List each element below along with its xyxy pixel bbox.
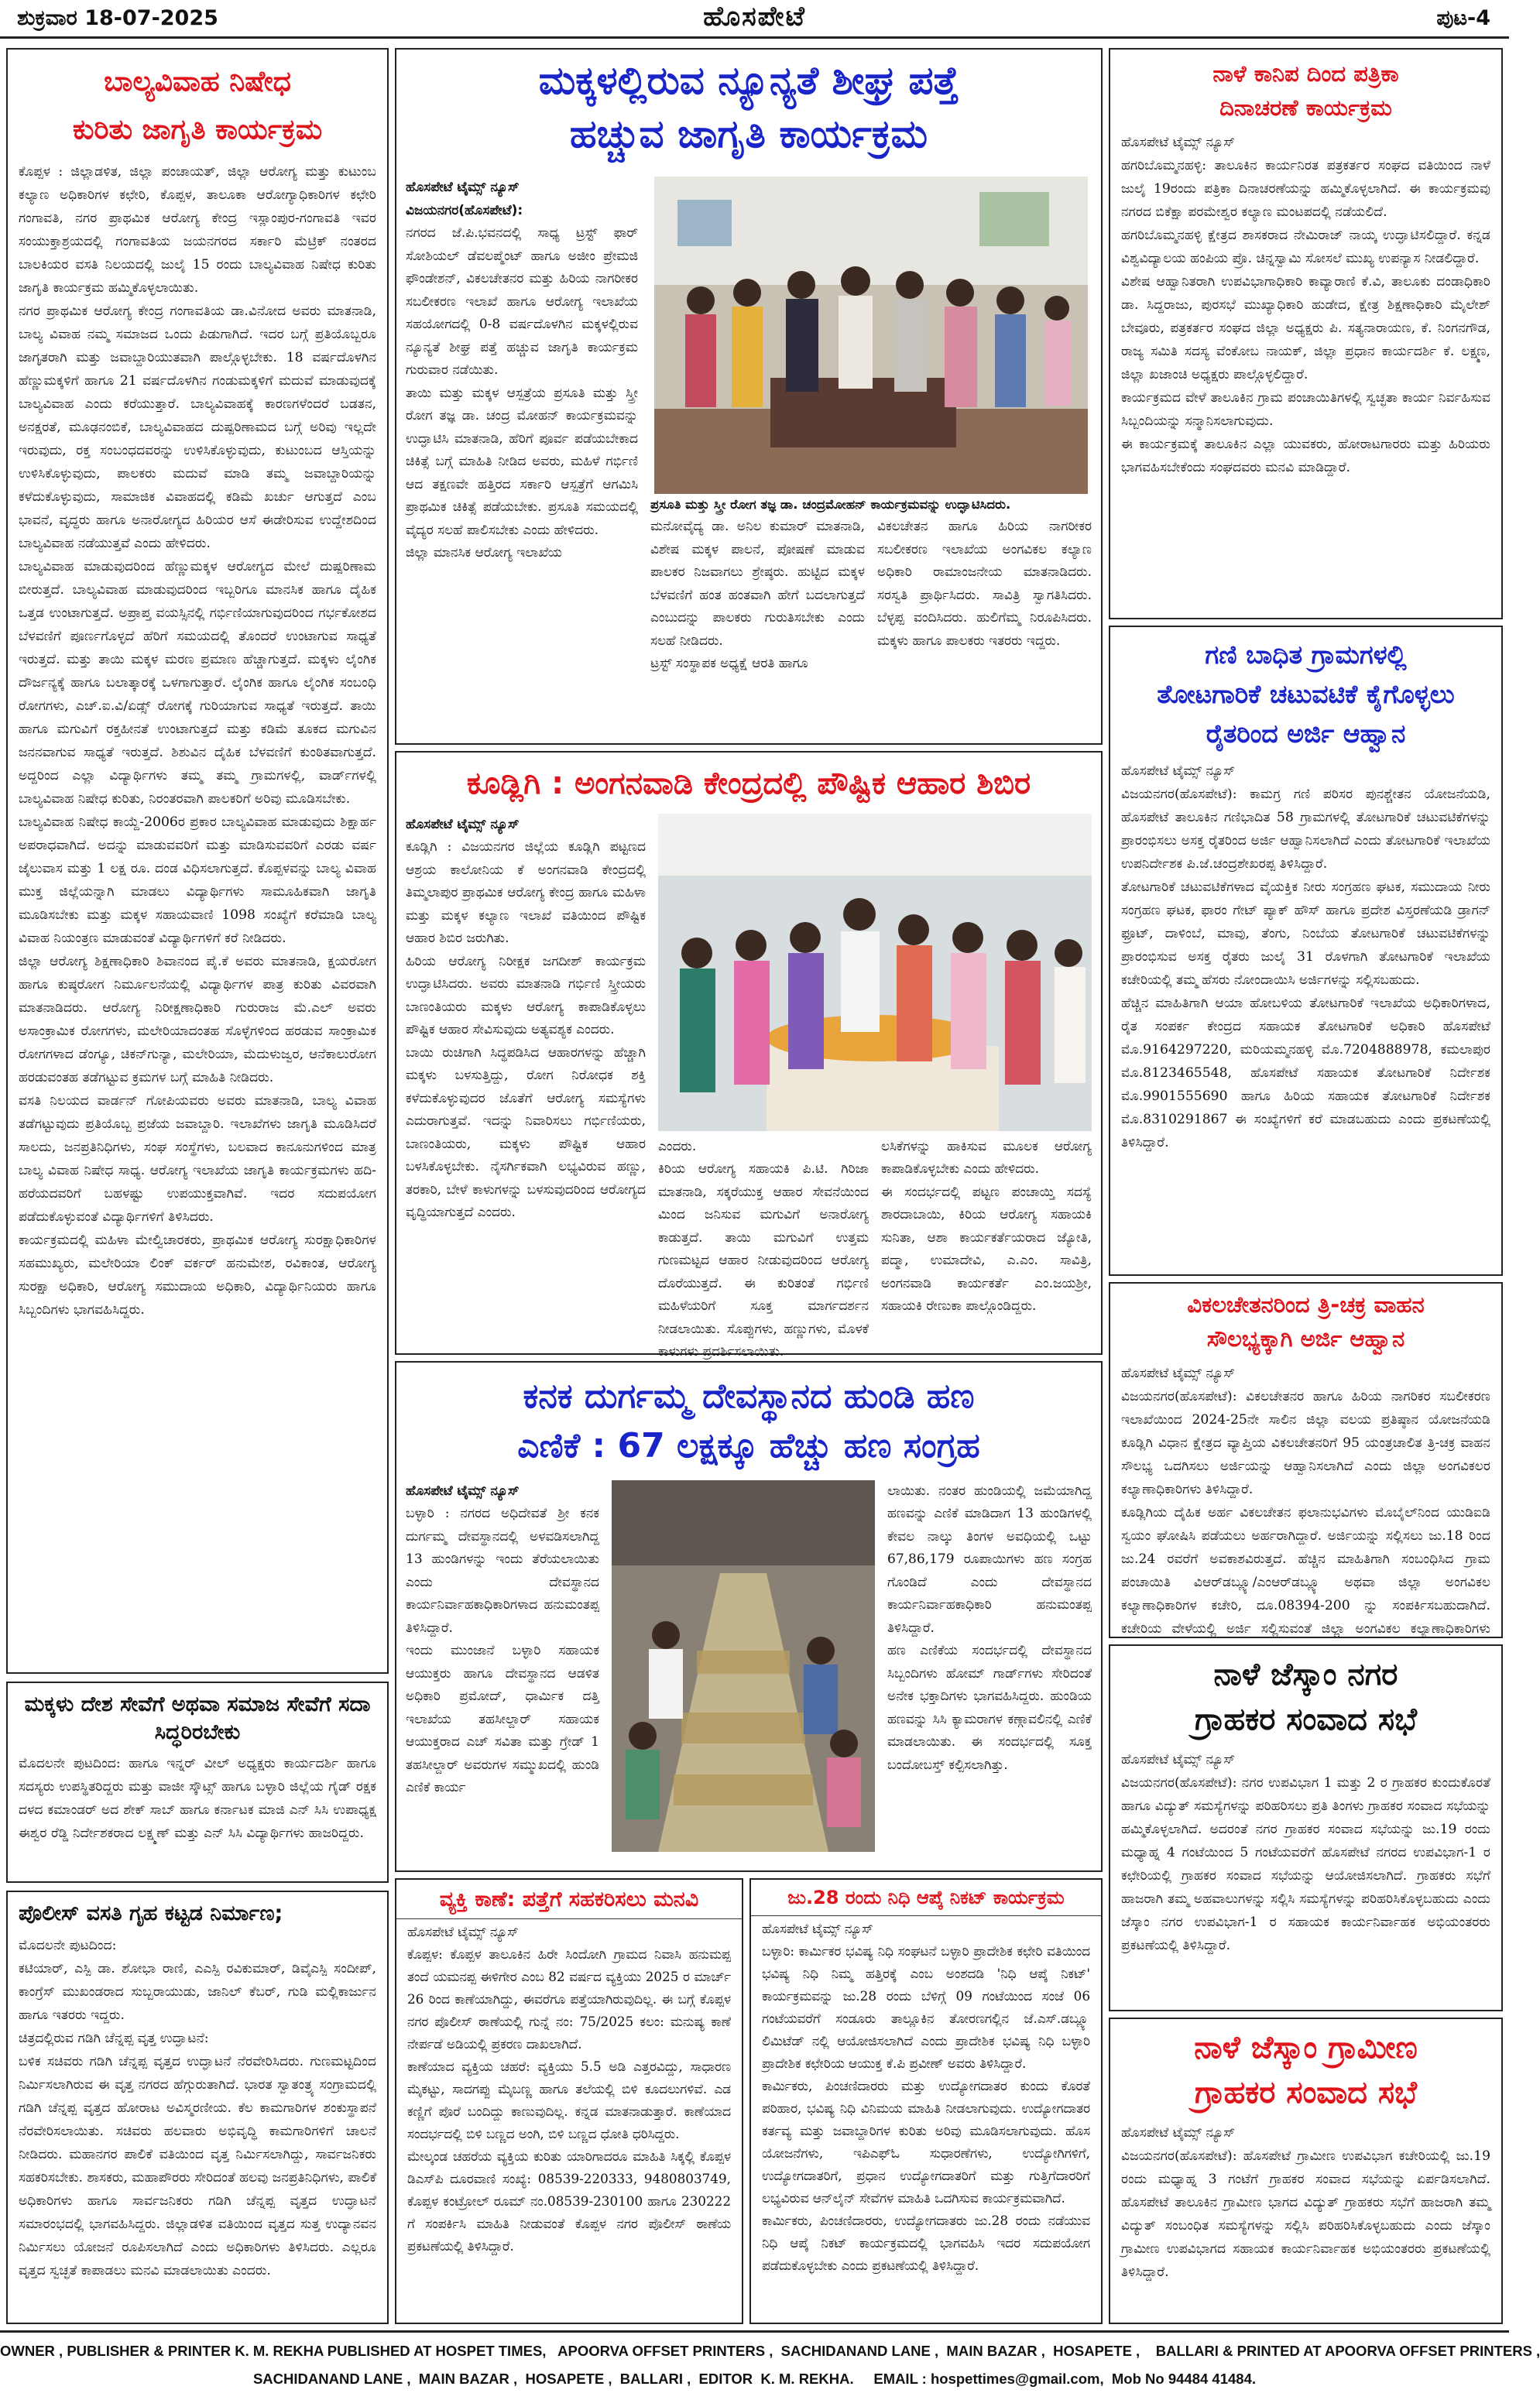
article-column-1: [406, 177, 638, 676]
article-gescom-rural: [1109, 2018, 1503, 2324]
byline: ಹೊಸಪೇಟೆ ಟೈಮ್ಸ್ ನ್ಯೂಸ್: [406, 1483, 520, 1499]
article-body: ಮೊದಲನೇ ಪುಟದಿಂದ: ಹಾಗೂ ಇನ್ನರ್ ವೀಲ್ ಅಧ್ಯಕ್ಷರು ಕಾರ್ಯದರ್ಶಿ ಹಾಗೂ ಸದಸ್ಯರು ಉಪಸ್ಥಿತರಿದ್ದರು ಮತ್ತು ವಾಜೀ ಸ್ಕೌಟ್ಸ್ ಹಾಗೂ ಬಳ್ಳಾರಿ ಜಿಲ್ಲೆಯ ಗೈಡ್ ರಕ್ಷಕ ದಳದ ಕಮಾಂಡರ್ ಅದ ಶೇಕ್ ಸಾಬ್ ಹಾಗೂ ಕರ್ನಾಟಕ ಮಾಜಿ ಎನ್ ಸಿಸಿ ಉಪಾಧ್ಯಕ್ಷ ಈಶ್ವರ ರೆಡ್ಡಿ ನಿರ್ದೇಶಕರಾದ ಲಕ್ಷ್ಮಣ್ ಮತ್ತು ಎನ್ ಸಿಸಿ ವಿದ್ಯಾರ್ಥಿಗಳು ಹಾಜರಿದ್ದರು.: [19, 1756, 381, 1842]
headline-line-3: ರೈತರಿಂದ ಅರ್ಜಿ ಆಹ್ವಾನ: [1206, 718, 1406, 749]
article-body: ಮೊದಲನೇ ಪುಟದಿಂದ: ಕಟಿಯಾರ್, ಎಸ್ಪಿ ಡಾ. ಶೋಭಾ ರಾಣಿ, ಎಎಸ್ಪಿ ರವಿಕುಮಾರ್, ಡಿವೈಎಸ್ಪಿ ಸಂದೀಪ್, ಕಾಂಗ್ರೆಸ್ ಮುಖಂಡರಾದ ಸುಬ್ಬರಾಯುಡು, ಜಾನಿಲ್ ಕೆಬರ್, ಗುಡಿ ಮಲ್ಲಿಕಾರ್ಜುನ ಹಾಗೂ ಇತರರು ಇದ್ದರು. ಚಿತ್ರದಲ್ಲಿರುವ ಗಡಿಗಿ ಚೆನ್ನಪ್ಪ ವೃತ್ತ ಉದ್ಘಾಟನೆ: ಬಳಿಕ ಸಚಿವರು ಗಡಿಗಿ ಚೆನ್ನಪ್ಪ ವೃತ್ತದ ಉದ್ಘಾಟನೆ ನೆರವೇರಿಸಿದರು. ಗುಣಮಟ್ಟದಿಂದ ನಿರ್ಮಿಸಲಾಗಿರುವ ಈ ವೃತ್ತ ನಗರದ ಹೆಗ್ಗುರುತಾಗಿದೆ. ಭಾರತ ಸ್ವಾತಂತ್ರ್ಯ ಸಂಗ್ರಾಮದಲ್ಲಿ ಗಡಿಗಿ ಚೆನ್ನಪ್ಪ ವೃತ್ತದ ಹೋರಾಟ ಅವಿಸ್ಮರಣೀಯ. ಕೆಲ ಕಾಮಗಾರಿಗಳ ಶಂಕುಸ್ಥಾಪನೆ ನೆರವೇರಿಸಲಾಯಿತು. ಸಚಿವರು ಹಲವಾರು ಅಭಿವೃದ್ಧಿ ಕಾಮಗಾರಿಗಳಿಗೆ ಚಾಲನೆ ನೀಡಿದರು. ಮಹಾನಗರ ಪಾಲಿಕೆ ವತಿಯಿಂದ ವೃತ್ತ ನಿರ್ಮಿಸಲಾಗಿದ್ದು, ಸಾರ್ವಜನಿಕರು ಸಹಕರಿಸಬೇಕು. ಶಾಸಕರು, ಮಹಾಪೌರರು ಸೇರಿದಂತೆ ಹಲವು ಜನಪ್ರತಿನಿಧಿಗಳು, ಪಾಲಿಕೆ ಅಧಿಕಾರಿಗಳು ಹಾಗೂ ಸಾರ್ವಜನಿಕರು ಗಡಿಗಿ ಚೆನ್ನಪ್ಪ ವೃತ್ತದ ಉದ್ಘಾಟನೆ ಸಮಾರಂಭದಲ್ಲಿ ಭಾಗವಹಿಸಿದ್ದರು. ಜಿಲ್ಲಾಡಳಿತ ವತಿಯಿಂದ ವೃತ್ತದ ಸುತ್ತ ಉದ್ಯಾನವನ ನಿರ್ಮಿಸಲು ಯೋಜನೆ ರೂಪಿಸಲಾಗಿದೆ ಎಂದು ಅಧಿಕಾರಿಗಳು ತಿಳಿಸಿದರು. ಎಲ್ಲರೂ ವೃತ್ತದ ಸ್ವಚ್ಛತೆ ಕಾಪಾಡಲು ಮನವಿ ಮಾಡಲಾಯಿತು ಎಂದರು.: [19, 1937, 376, 2278]
article-police-quarters: [6, 1891, 389, 2324]
article-body: ಹೊಸಪೇಟೆ ಟೈಮ್ಸ್ ನ್ಯೂಸ್ ಕೊಪ್ಪಳ: ಕೊಪ್ಪಳ ತಾಲೂಕಿನ ಹಿರೇ ಸಿಂದೋಗಿ ಗ್ರಾಮದ ನಿವಾಸಿ ಹನುಮಪ್ಪ ತಂದೆ ಯಮನಪ್ಪ ಈಳಿಗೇರ ಎಂಬ 82 ವರ್ಷದ ವ್ಯಕ್ತಿಯು 2025 ರ ಮಾರ್ಚ್ 26 ರಿಂದ ಕಾಣೆಯಾಗಿದ್ದು, ಈವರೆಗೂ ಪತ್ತೆಯಾಗಿರುವುದಿಲ್ಲ. ಈ ಬಗ್ಗೆ ಕೊಪ್ಪಳ ನಗರ ಪೊಲೀಸ್ ಠಾಣೆಯಲ್ಲಿ ಗುನ್ನೆ ನಂ: 75/2025 ಕಲಂ: ಮನುಷ್ಯ ಕಾಣೆ ನೇರ್ಪಡೆ ಅಡಿಯಲ್ಲಿ ಪ್ರಕರಣ ದಾಖಲಾಗಿದೆ. ಕಾಣೆಯಾದ ವ್ಯಕ್ತಿಯ ಚಹರೆ: ವ್ಯಕ್ತಿಯು 5.5 ಅಡಿ ಎತ್ತರವಿದ್ದು, ಸಾಧಾರಣ ಮೈಕಟ್ಟು, ಸಾದಗಪ್ಪು ಮೈಬಣ್ಣ ಹಾಗೂ ತಲೆಯಲ್ಲಿ ಬಿಳಿ ಕೂದಲುಗಳಿವೆ. ಎಡ ಕಣ್ಣಿಗೆ ಪೊರೆ ಬಂದಿದ್ದು ಕಾಣುವುದಿಲ್ಲ. ಕನ್ನಡ ಮಾತನಾಡುತ್ತಾರೆ. ಕಾಣೆಯಾದ ಸಂದರ್ಭದಲ್ಲಿ ಬಿಳಿ ಬಣ್ಣದ ಅಂಗಿ, ಬಿಳಿ ಬಣ್ಣದ ಧೋತಿ ಧರಿಸಿದ್ದರು. ಮೇಲ್ಕಂಡ ಚಹರೆಯ ವ್ಯಕ್ತಿಯ ಕುರಿತು ಯಾರಿಗಾದರೂ ಮಾಹಿತಿ ಸಿಕ್ಕಲ್ಲಿ ಕೊಪ್ಪಳ ಡಿಎಸ್‌ಪಿ ದೂರವಾಣಿ ಸಂಖ್ಯೆ: 08539-220333, 9480803749, ಕೊಪ್ಪಳ ಕಂಟ್ರೋಲ್ ರೂಮ್ ನಂ.08539-230100 ಹಾಗೂ 230222 ಗೆ ಸಂಪರ್ಕಿಸಿ ಮಾಹಿತಿ ನೀಡುವಂತೆ ಕೊಪ್ಪಳ ನಗರ ಪೊಲೀಸ್ ಠಾಣೆಯ ಪ್ರಕಟಣೆಯಲ್ಲಿ ತಿಳಿಸಿದ್ದಾರೆ.: [407, 1923, 731, 2254]
headline: [396, 50, 1101, 166]
issue-date: ಶುಕ್ರವಾರ 18-07-2025: [17, 6, 218, 30]
article-column-2: ಮನೋವೈದ್ಯ ಡಾ. ಅನಿಲ ಕುಮಾರ್ ಮಾತನಾಡಿ, ವಿಶೇಷ ಮಕ್ಕಳ ಪಾಲನೆ, ಪೋಷಣೆ ಮಾಡುವ ಪಾಲಕರ ನಿಜವಾಗಲು ಶ್ರೇಷ್ಠರು. ಹುಟ್ಟಿದ ಮಕ್ಕಳ ಬೆಳವಣಿಗೆ ಹಂತ ಹಂತವಾಗಿ ಹೇಗೆ ಬದಲಾಗುತ್ತದೆ ಎಂಬುದನ್ನು ಪಾಲಕರು ಗುರುತಿಸಬೇಕು ಎಂದು ಸಲಹೆ ನೀಡಿದರು. ಟ್ರಸ್ಟ್ ಸಂಸ್ಥಾಪಕ ಅಧ್ಯಕ್ಷೆ ಆರತಿ ಹಾಗೂ: [650, 519, 865, 671]
event-photo: [612, 1480, 875, 1852]
headline-line-1: ಮಕ್ಕಳಲ್ಲಿರುವ ನ್ಯೂನ್ಯತೆ ಶೀಘ್ರ ಪತ್ತೆ: [538, 58, 959, 103]
imprint-footer: [0, 2330, 1540, 2400]
byline: ಹೊಸಪೇಟೆ ಟೈಮ್ಸ್ ನ್ಯೂಸ್: [406, 180, 520, 195]
headline-line-2: ಗ್ರಾಹಕರ ಸಂವಾದ ಸಭೆ: [1194, 1702, 1417, 1737]
headline: ಪೊಲೀಸ್ ವಸತಿ ಗೃಹ ಕಟ್ಟಡ ನಿರ್ಮಾಣ;: [19, 1901, 283, 1925]
event-photo: [658, 814, 1092, 1131]
column-text: ನಗರದ ಜೆ.ಪಿ.ಭವನದಲ್ಲಿ ಸಾಧ್ಯ ಟ್ರಸ್ಟ್ ಫಾರ್ ಸೋಶಿಯಲ್ ಡೆವಲಪ್ಮೆಂಟ್ ಹಾಗೂ ಅಜೀಂ ಪ್ರೇಮಜಿ ಫೌಂಡೇಶನ್, ವಿಕಲಚೇತನರ ಮತ್ತು ಹಿರಿಯ ನಾಗರೀಕರ ಸಬಲೀಕರಣ ಇಲಾಖೆ ಹಾಗೂ ಆರೋಗ್ಯ ಇಲಾಖೆಯ ಸಹಯೋಗದಲ್ಲಿ 0-8 ವರ್ಷದೊಳಗಿನ ಮಕ್ಕಳಲ್ಲಿರುವ ನ್ಯೂನ್ಯತೆ ಶೀಘ್ರ ಪತ್ತೆ ಹಚ್ಚುವ ಜಾಗೃತಿ ಕಾರ್ಯಕ್ರಮ ಗುರುವಾರ ನಡೆಯಿತು. ತಾಯಿ ಮತ್ತು ಮಕ್ಕಳ ಆಸ್ಪತ್ರೆಯ ಪ್ರಸೂತಿ ಮತ್ತು ಸ್ತ್ರೀ ರೋಗ ತಜ್ಞ ಡಾ. ಚಂದ್ರ ಮೋಹನ್ ಕಾರ್ಯಕ್ರಮವನ್ನು ಉದ್ಘಾಟಿಸಿ ಮಾತನಾಡಿ, ಹೆರಿಗೆ ಪೂರ್ವ ಪಡೆಯಬೇಕಾದ ಚಿಕಿತ್ಸೆ ಬಗ್ಗೆ ಮಾಹಿತಿ ನೀಡಿದ ಅವರು, ಮಹಿಳೆ ಗರ್ಭಿಣಿ ಆದ ತಕ್ಷಣವೇ ಹತ್ತಿರದ ಸರ್ಕಾರಿ ಆಸ್ಪತ್ರೆಗೆ ಆಗಮಿಸಿ ಪ್ರಾಥಮಿಕ ಚಿಕಿತ್ಸೆ ಪಡೆಯಬೇಕು. ಪ್ರಸೂತಿ ಸಮಯದಲ್ಲಿ ವೈದ್ಯರ ಸಲಹೆ ಪಾಲಿಸಬೇಕು ಎಂದು ಹೇಳಿದರು. ಜಿಲ್ಲಾ ಮಾನಸಿಕ ಆರೋಗ್ಯ ಇಲಾಖೆಯ: [406, 225, 638, 561]
article-column-2: ಎಂದರು. ಕಿರಿಯ ಆರೋಗ್ಯ ಸಹಾಯಕಿ ಪಿ.ಟಿ. ಗಿರಿಜಾ ಮಾತನಾಡಿ, ಸಕ್ಕರೆಯುಕ್ತ ಆಹಾರ ಸೇವನೆಯಿಂದ ಮಿಂದ ಜನಿಸುವ ಮಗುವಿಗೆ ಅನಾರೋಗ್ಯ ಕಾಡುತ್ತದೆ. ತಾಯಿ ಮಗುವಿಗೆ ಉತ್ತಮ ಗುಣಮಟ್ಟದ ಆಹಾರ ನೀಡುವುದರಿಂದ ಆರೋಗ್ಯ ದೊರೆಯುತ್ತದೆ. ಈ ಕುರಿತಂತೆ ಗರ್ಭಿಣಿ ಮಹಿಳೆಯರಿಗೆ ಸೂಕ್ತ ಮಾರ್ಗದರ್ಶನ ನೀಡಲಾಯಿತು. ಸೊಪ್ಪುಗಳು, ಹಣ್ಣುಗಳು, ಮೊಳಕೆ ಕಾಳುಗಳು ಪ್ರದರ್ಶಿಸಲಾಯಿತು.: [658, 1138, 869, 1360]
photo-caption: ಪ್ರಸೂತಿ ಮತ್ತು ಸ್ತ್ರೀ ರೋಗ ತಜ್ಞ ಡಾ. ಚಂದ್ರಮೋಹನ್ ಕಾರ್ಯಕ್ರಮವನ್ನು ಉದ್ಘಾಟಿಸಿದರು.: [650, 497, 1011, 512]
headline: [1110, 1284, 1501, 1360]
column-text: ಬಳ್ಳಾರಿ : ನಗರದ ಅಧಿದೇವತೆ ಶ್ರೀ ಕನಕ ದುರ್ಗಮ್ಮ ದೇವಸ್ಥಾನದಲ್ಲಿ ಅಳವಡಿಸಲಾಗಿದ್ದ 13 ಹುಂಡಿಗಳನ್ನು ಇಂದು ತೆರೆಯಲಾಯಿತು ಎಂದು ದೇವಸ್ಥಾನದ ಕಾರ್ಯನಿರ್ವಾಹಕಾಧಿಕಾರಿಗಳಾದ ಹನುಮಂತಪ್ಪ ತಿಳಿಸಿದ್ದಾರೆ. ಇಂದು ಮುಂಜಾನೆ ಬಳ್ಳಾರಿ ಸಹಾಯಕ ಆಯುಕ್ತರು ಹಾಗೂ ದೇವಸ್ಥಾನದ ಆಡಳಿತ ಅಧಿಕಾರಿ ಪ್ರಮೋದ್, ಧಾರ್ಮಿಕ ದತ್ತಿ ಇಲಾಖೆಯ ತಹಸೀಲ್ದಾರ್ ಸಹಾಯಕ ಆಯುಕ್ತರಾದ ಎಚ್ ಸವಿತಾ ಮತ್ತು ಗ್ರೇಡ್ 1 ತಹಸೀಲ್ದಾರ್ ಅವರುಗಳ ಸಮ್ಮುಖದಲ್ಲಿ ಹುಂಡಿ ಎಣಿಕೆ ಕಾರ್ಯ: [406, 1506, 599, 1796]
headline-line-2: ಕುರಿತು ಜಾಗೃತಿ ಕಾರ್ಯಕ್ರಮ: [72, 113, 323, 146]
column-text: ಕೂಡ್ಲಿಗಿ : ವಿಜಯನಗರ ಜಿಲ್ಲೆಯ ಕೂಡ್ಲಿಗಿ ಪಟ್ಟಣದ ಆಶ್ರಯ ಕಾಲೋನಿಯ ಕೆ ಅಂಗನವಾಡಿ ಕೇಂದ್ರದಲ್ಲಿ ತಿಮ್ಮಲಾಪುರ ಪ್ರಾಥಮಿಕ ಆರೋಗ್ಯ ಕೇಂದ್ರ ಹಾಗೂ ಮಹಿಳಾ ಮತ್ತು ಮಕ್ಕಳ ಕಲ್ಯಾಣ ಇಲಾಖೆ ವತಿಯಿಂದ ಪೌಷ್ಟಿಕ ಆಹಾರ ಶಿಬಿರ ಜರುಗಿತು. ಹಿರಿಯ ಆರೋಗ್ಯ ನಿರೀಕ್ಷಕ ಜಗದೀಶ್ ಕಾರ್ಯಕ್ರಮ ಉದ್ಘಾಟಿಸಿದರು. ಅವರು ಮಾತನಾಡಿ ಗರ್ಭಿಣಿ ಸ್ತ್ರೀಯರು ಬಾಣಂತಿಯರು ಮಕ್ಕಳು ಆರೋಗ್ಯ ಕಾಪಾಡಿಕೊಳ್ಳಲು ಪೌಷ್ಟಿಕ ಆಹಾರ ಸೇವಿಸುವುದು ಅತ್ಯವಶ್ಯಕ ಎಂದರು. ಬಾಯಿ ರುಚಿಗಾಗಿ ಸಿದ್ಧಪಡಿಸಿದ ಆಹಾರಗಳನ್ನು ಹೆಚ್ಚಾಗಿ ಮಕ್ಕಳು ಬಳಸುತ್ತಿದ್ದು, ರೋಗ ನಿರೋಧಕ ಶಕ್ತಿ ಕಳೆದುಕೊಳ್ಳುವುದರ ಜೊತೆಗೆ ಆರೋಗ್ಯ ಸಮಸ್ಯೆಗಳು ಎದುರಾಗುತ್ತವೆ. ಇದನ್ನು ನಿವಾರಿಸಲು ಗರ್ಭಿಣಿಯರು, ಬಾಣಂತಿಯರು, ಮಕ್ಕಳು ಪೌಷ್ಟಿಕ ಆಹಾರ ಬಳಸಿಕೊಳ್ಳಬೇಕು. ನೈಸರ್ಗಿಕವಾಗಿ ಲಭ್ಯವಿರುವ ಹಣ್ಣು, ತರಕಾರಿ, ಬೇಳೆ ಕಾಳುಗಳನ್ನು ಬಳಸುವುದರಿಂದ ಆರೋಗ್ಯದ ವೃದ್ಧಿಯಾಗುತ್ತದೆ ಎಂದರು.: [406, 839, 646, 1221]
headline-line-1: ಬಾಲ್ಯವಿವಾಹ ನಿಷೇಧ: [104, 66, 291, 98]
article-anganwadi-nutrition: [395, 751, 1103, 1360]
headline-line-1: ವಿಕಲಚೇತನರಿಂದ ತ್ರಿ-ಚಕ್ರ ವಾಹನ: [1187, 1291, 1425, 1318]
headline: ವ್ಯಕ್ತಿ ಕಾಣೆ: ಪತ್ತೆಗೆ ಸಹಕರಿಸಲು ಮನವಿ: [396, 1880, 742, 1919]
article-column-1: [406, 814, 646, 1364]
headline: [1110, 627, 1501, 758]
headline-line-1: ಕನಕ ದುರ್ಗಮ್ಮ ದೇವಸ್ಥಾನದ ಹುಂಡಿ ಹಣ: [523, 1377, 975, 1416]
headline: [1110, 50, 1501, 129]
event-photo: [650, 177, 1092, 494]
article-missing-person: [395, 1878, 743, 2324]
article-body: ಹೊಸಪೇಟೆ ಟೈಮ್ಸ್ ನ್ಯೂಸ್ ಬಳ್ಳಾರಿ: ಕಾರ್ಮಿಕರ ಭವಿಷ್ಯ ನಿಧಿ ಸಂಘಟನೆ ಬಳ್ಳಾರಿ ಪ್ರಾದೇಶಿಕ ಕಛೇರಿ ವತಿಯಿಂದ ಭವಿಷ್ಯ ನಿಧಿ ನಿಮ್ಮ ಹತ್ತಿರಕ್ಕೆ ಎಂಬ ಅಂಶದಡಿ 'ನಿಧಿ ಆಪ್ಕೆ ನಿಕಟ್' ಕಾರ್ಯಕ್ರಮವನ್ನು ಜು.28 ರಂದು ಬೆಳಿಗ್ಗೆ 09 ಗಂಟೆಯಿಂದ ಸಂಜೆ 06 ಗಂಟೆಯವರೆಗೆ ಸಂಡೂರು ತಾಲ್ಲೂಕಿನ ತೋರಣಗಲ್ಲಿನ ಜೆ.ಎಸ್.ಡಬ್ಲ್ಯೂ ಲಿಮಿಟೆಡ್ ನಲ್ಲಿ ಆಯೋಜಿಸಲಾಗಿದೆ ಎಂದು ಪ್ರಾದೇಶಿಕ ಭವಿಷ್ಯ ನಿಧಿ ಬಳ್ಳಾರಿ ಪ್ರಾದೇಶಿಕ ಕಛೇರಿಯ ಆಯುಕ್ತ ಕೆ.ಪಿ ಪ್ರವೀಣ್ ಅವರು ತಿಳಿಸಿದ್ದಾರೆ. ಕಾರ್ಮಿಕರು, ಪಿಂಚಣಿದಾರರು ಮತ್ತು ಉದ್ಯೋಗದಾತರ ಕುಂದು ಕೊರತೆ ಪರಿಹಾರ, ಭವಿಷ್ಯ ನಿಧಿ ವಿನಿಮಯ ಮಾಹಿತಿ ನೀಡಲಾಗುವುದು. ಉದ್ಯೋಗದಾತರ ಕರ್ತವ್ಯ ಮತ್ತು ಜವಾಬ್ದಾರಿಗಳ ಕುರಿತು ಅರಿವು ಮೂಡಿಸಲಾಗುವುದು. ಹೊಸ ಯೋಜನೆಗಳು, ಇಪಿಎಫ್‌ಓ ಸುಧಾರಣೆಗಳು, ಉದ್ಯೋಗಿಗಳಿಗೆ, ಉದ್ಯೋಗದಾತರಿಗೆ, ಪ್ರಧಾನ ಉದ್ಯೋಗದಾತರಿಗೆ ಮತ್ತು ಗುತ್ತಿಗೆದಾರರಿಗೆ ಲಭ್ಯವಿರುವ ಆನ್‌ಲೈನ್ ಸೇವೆಗಳ ಮಾಹಿತಿ ಒದಗಿಸುವ ಕಾರ್ಯಕ್ರಮವಾಗಿದೆ. ಕಾರ್ಮಿಕರು, ಪಿಂಚಣಿದಾರರು, ಉದ್ಯೋಗದಾತರು ಜು.28 ರಂದು ನಡೆಯುವ ನಿಧಿ ಆಪ್ಕೆ ನಿಕಟ್ ಕಾರ್ಯಕ್ರಮದಲ್ಲಿ ಭಾಗವಹಿಸಿ ಇದರ ಸದುಪಯೋಗ ಪಡೆದುಕೊಳ್ಳಬೇಕು ಎಂದು ಪ್ರಕಟಣೆಯಲ್ಲಿ ತಿಳಿಸಿದ್ದಾರೆ.: [762, 1920, 1091, 2273]
article-body: ಹೊಸಪೇಟೆ ಟೈಮ್ಸ್ ನ್ಯೂಸ್ ವಿಜಯನಗರ(ಹೊಸಪೇಟೆ): ಹೊಸಪೇಟೆ ಗ್ರಾಮೀಣ ಉಪವಿಭಾಗ ಕಚೇರಿಯಲ್ಲಿ ಜು.19 ರಂದು ಮಧ್ಯಾಹ್ನ 3 ಗಂಟೆಗೆ ಗ್ರಾಹಕರ ಸಂವಾದ ಸಭೆಯನ್ನು ಏರ್ಪಡಿಸಲಾಗಿದೆ. ಹೊಸಪೇಟೆ ತಾಲೂಕಿನ ಗ್ರಾಮೀಣ ಭಾಗದ ವಿದ್ಯುತ್ ಗ್ರಾಹಕರು ಸಭೆಗೆ ಹಾಜರಾಗಿ ತಮ್ಮ ವಿದ್ಯುತ್ ಸಂಬಂಧಿತ ಸಮಸ್ಯೆಗಳನ್ನು ಸಲ್ಲಿಸಿ ಪರಿಹರಿಸಿಕೊಳ್ಳಬಹುದು ಎಂದು ಜೆಸ್ಕಾಂ ಗ್ರಾಮೀಣ ಉಪವಿಭಾಗದ ಸಹಾಯಕ ಕಾರ್ಯನಿರ್ವಾಹಕ ಅಭಿಯಂತರರು ಪ್ರಕಟಣೆಯಲ್ಲಿ ತಿಳಿಸಿದ್ದಾರೆ.: [1121, 2125, 1490, 2280]
article-nidhi-aapke-nikat: [749, 1878, 1103, 2324]
masthead-title: ಹೊಸಪೇಟೆ: [703, 2, 806, 33]
photo-area: [658, 814, 1092, 1131]
headline-line-2: ಗ್ರಾಹಕರ ಸಂವಾದ ಸಭೆ: [1194, 2075, 1417, 2110]
headline: [1110, 2019, 1501, 2120]
headline-line-1: ನಾಳೆ ಜೆಸ್ಕಾಂ ಗ್ರಾಮೀಣ: [1194, 2030, 1418, 2066]
headline-line-2: ಹಚ್ಚುವ ಜಾಗೃತಿ ಕಾರ್ಯಕ್ರಮ: [569, 111, 928, 156]
byline: ಹೊಸಪೇಟೆ ಟೈಮ್ಸ್ ನ್ಯೂಸ್: [406, 816, 520, 832]
masthead-bar: [0, 0, 1509, 39]
headline-line-1: ನಾಳೆ ಜೆಸ್ಕಾಂ ನಗರ: [1213, 1657, 1398, 1692]
article-horticulture-applications: [1109, 626, 1503, 1276]
headline: ಮಕ್ಕಳು ದೇಶ ಸೇವೆಗೆ ಅಥವಾ ಸಮಾಜ ಸೇವೆಗೆ ಸದಾ ಸಿದ್ಧರಿರಬೇಕು: [24, 1692, 371, 1744]
article-body: ಹೊಸಪೇಟೆ ಟೈಮ್ಸ್ ನ್ಯೂಸ್ ವಿಜಯನಗರ(ಹೊಸಪೇಟೆ): ನಗರ ಉಪವಿಭಾಗ 1 ಮತ್ತು 2 ರ ಗ್ರಾಹಕರ ಕುಂದುಕೊರತೆ ಹಾಗೂ ವಿದ್ಯುತ್ ಸಮಸ್ಯೆಗಳನ್ನು ಪರಿಹರಿಸಲು ಪ್ರತಿ ತಿಂಗಳು ಗ್ರಾಹಕರ ಸಂವಾದ ಸಭೆಯನ್ನು ಹಮ್ಮಿಕೊಳ್ಳಲಾಗಿದೆ. ಅದರಂತೆ ನಗರ ಗ್ರಾಹಕರ ಸಂವಾದ ಸಭೆಯನ್ನು ಜು.19 ರಂದು ಮಧ್ಯಾಹ್ನ 4 ಗಂಟೆಯಿಂದ 5 ಗಂಟೆಯವರೆಗೆ ಹೊಸಪೇಟೆ ನಗರದ ಉಪವಿಭಾಗ-1 ರ ಕಛೇರಿಯಲ್ಲಿ ಗ್ರಾಹಕರ ಸಂವಾದ ಸಭೆಯನ್ನು ಆಯೋಜಿಸಲಾಗಿದೆ. ಗ್ರಾಹಕರು ಸಭೆಗೆ ಹಾಜರಾಗಿ ತಮ್ಮ ಅಹವಾಲುಗಳನ್ನು ಸಲ್ಲಿಸಿ ಸಮಸ್ಯೆಗಳನ್ನು ಪರಿಹರಿಸಿಕೊಳ್ಳಬಹುದು ಎಂದು ಜೆಸ್ಕಾಂ ನಗರ ಉಪವಿಭಾಗ-1 ರ ಸಹಾಯಕ ಕಾರ್ಯನಿರ್ವಾಹಕ ಅಭಿಯಂತರರು ಪ್ರಕಟಣೆಯಲ್ಲಿ ತಿಳಿಸಿದ್ದಾರೆ.: [1121, 1752, 1490, 1953]
article-press-day: [1109, 48, 1503, 619]
article-body: ಹೊಸಪೇಟೆ ಟೈಮ್ಸ್ ನ್ಯೂಸ್ ವಿಜಯನಗರ(ಹೊಸಪೇಟೆ): ಕಾಮಗ್ರ ಗಣಿ ಪರಿಸರ ಪುನಶ್ಚೇತನ ಯೋಜನೆಯಡಿ, ಹೊಸಪೇಟೆ ತಾಲೂಕಿನ ಗಣಿಭಾದಿತ 58 ಗ್ರಾಮಗಳಲ್ಲಿ ತೋಟಗಾರಿಕೆ ಚಟುವಟಿಕೆಗಳನ್ನು ಪ್ರಾರಂಭಿಸಲು ಅಸಕ್ತ ರೈತರಿಂದ ಅರ್ಜಿ ಆಹ್ವಾನಿಸಲಾಗಿದೆ ಎಂದು ತೋಟಗಾರಿಕೆ ಇಲಾಖೆಯ ಉಪನಿರ್ದೇಶಕ ಪಿ.ಜೆ.ಚಂದ್ರಶೇಖರಪ್ಪ ತಿಳಿಸಿದ್ದಾರೆ. ತೋಟಗಾರಿಕೆ ಚಟುವಟಿಕೆಗಳಾದ ವೈಯಕ್ತಿಕ ನೀರು ಸಂಗ್ರಹಣ ಘಟಕ, ಸಮುದಾಯ ನೀರು ಸಂಗ್ರಹಣ ಘಟಕ, ಫಾರಂ ಗೇಟ್ ಪ್ಯಾಕ್ ಹೌಸ್ ಹಾಗೂ ಪ್ರದೇಶ ವಿಸ್ತರಣೆಯಡಿ ಡ್ರಾಗನ್ ಫ್ರೂಟ್, ದಾಳಿಂಬೆ, ಮಾವು, ತೆಂಗು, ನಿಂಬೆಯ ತೋಟಗಾರಿಕೆ ಚಟುವಟಿಕೆಗಳನ್ನು ಪ್ರಾರಂಭಿಸುವ ಅಸಕ್ತ ರೈತರು ಜುಲೈ 31 ರೊಳಗಾಗಿ ತೋಟಗಾರಿಕೆ ಇಲಾಖೆಯ ಕಚೇರಿಯಲ್ಲಿ ತಮ್ಮ ಹೆಸರು ನೋಂದಾಯಿಸಿ ಅರ್ಜಿಗಳನ್ನು ಸಲ್ಲಿಸಬಹುದು. ಹೆಚ್ಚಿನ ಮಾಹಿತಿಗಾಗಿ ಆಯಾ ಹೋಬಳಿಯ ತೋಟಗಾರಿಕೆ ಇಲಾಖೆಯ ಅಧಿಕಾರಿಗಳಾದ, ರೈತ ಸಂಪರ್ಕ ಕೇಂದ್ರದ ಸಹಾಯಕ ತೋಟಗಾರಿಕೆ ಅಧಿಕಾರಿ ಹೊಸಪೇಟೆ ಮೊ.9164297220, ಮರಿಯಮ್ಮನಹಳ್ಳಿ ಮೊ.7204888978, ಕಮಲಾಪುರ ಮೊ.8123465548, ಹೊಸಪೇಟೆ ಸಹಾಯಕ ತೋಟಗಾರಿಕೆ ನಿರ್ದೇಶಕ ಮೊ.9901555690 ಹಾಗೂ ಹಿರಿಯ ಸಹಾಯಕ ತೋಟಗಾರಿಕೆ ನಿರ್ದೇಶಕ ಮೊ.8310291867 ಈ ಸಂಖ್ಯೆಗಳಿಗೆ ಕರೆ ಮಾಡಬಹುದು ಎಂದು ಪ್ರಕಟಣೆಯಲ್ಲಿ ತಿಳಿಸಿದ್ದಾರೆ.: [1121, 763, 1490, 1151]
headline-line-1: ನಾಳೆ ಕಾನಿಪ ದಿಂದ ಪತ್ರಿಕಾ: [1212, 60, 1399, 87]
article-child-disability-screening: [395, 48, 1103, 745]
article-body: ಹೊಸಪೇಟೆ ಟೈಮ್ಸ್ ನ್ಯೂಸ್ ಹಗರಿಬೊಮ್ಮನಹಳ್ಳಿ: ತಾಲೂಕಿನ ಕಾರ್ಯನಿರತ ಪತ್ರಕರ್ತರ ಸಂಘದ ವತಿಯಿಂದ ನಾಳೆ ಜುಲೈ 19ರಂದು ಪತ್ರಿಕಾ ದಿನಾಚರಣೆಯನ್ನು ಹಮ್ಮಿಕೊಳ್ಳಲಾಗಿದೆ. ಈ ಕಾರ್ಯಕ್ರಮವು ನಗರದ ಬಿಕೆಕ್ಷಾ ಪರಮೇಶ್ವರ ಕಲ್ಯಾಣ ಮಂಟಪದಲ್ಲಿ ನಡೆಯಲಿದೆ. ಹಗರಿಬೊಮ್ಮನಹಳ್ಳಿ ಕ್ಷೇತ್ರದ ಶಾಸಕರಾದ ನೇಮಿರಾಜ್ ನಾಯ್ಕ ಉದ್ಘಾಟಿಸಲಿದ್ದಾರೆ. ಕನ್ನಡ ವಿಶ್ವವಿದ್ಯಾಲಯ ಹಂಪಿಯ ಪ್ರೊ. ಚಿನ್ನಸ್ವಾಮಿ ಸೋಸಲೆ ಮುಖ್ಯ ಉಪನ್ಯಾಸ ನೀಡಲಿದ್ದಾರೆ. ವಿಶೇಷ ಆಹ್ವಾನಿತರಾಗಿ ಉಪವಿಭಾಗಾಧಿಕಾರಿ ಕಾವ್ಯಾರಾಣಿ ಕೆ.ವಿ, ತಾಲೂಕು ದಂಡಾಧಿಕಾರಿ ಡಾ. ಸಿದ್ದರಾಜು, ಪುರಸಭೆ ಮುಖ್ಯಾಧಿಕಾರಿ ಹುಡೇದ, ಕ್ಷೇತ್ರ ಶಿಕ್ಷಣಾಧಿಕಾರಿ ಮೈಲೇಶ್ ಬೇವೂರು, ಪತ್ರಕರ್ತರ ಸಂಘದ ಜಿಲ್ಲಾ ಅಧ್ಯಕ್ಷರು ಪಿ. ಸತ್ಯನಾರಾಯಣ, ಕೆ. ನಿಂಗನಗೌಡ, ರಾಜ್ಯ ಸಮಿತಿ ಸದಸ್ಯ ವೆಂಕೋಬ ನಾಯಕ್, ಜಿಲ್ಲಾ ಪ್ರಧಾನ ಕಾರ್ಯದರ್ಶಿ ಕೆ. ಲಕ್ಷ್ಮಣ, ಜಿಲ್ಲಾ ಖಜಾಂಚಿ ಅಧ್ಯಕ್ಷರು ಪಾಲ್ಗೊಳ್ಳಲಿದ್ದಾರೆ. ಕಾರ್ಯಕ್ರಮದ ವೇಳೆ ತಾಲೂಕಿನ ಗ್ರಾಮ ಪಂಚಾಯಿತಿಗಳಲ್ಲಿ ಸ್ವಚ್ಛತಾ ಕಾರ್ಯ ನಿರ್ವಹಿಸುವ ಸಿಬ್ಬಂದಿಯನ್ನು ಸನ್ಮಾನಿಸಲಾಗುವುದು. ಈ ಕಾರ್ಯಕ್ರಮಕ್ಕೆ ತಾಲೂಕಿನ ಎಲ್ಲಾ ಯುವಕರು, ಹೋರಾಟಗಾರರು ಮತ್ತು ಹಿರಿಯರು ಭಾಗವಹಿಸಬೇಕೆಂದು ಸಂಘದವರು ಮನವಿ ಮಾಡಿದ್ದಾರೆ.: [1121, 135, 1490, 475]
article-body: ಕೊಪ್ಪಳ : ಜಿಲ್ಲಾಡಳಿತ, ಜಿಲ್ಲಾ ಪಂಚಾಯತ್, ಜಿಲ್ಲಾ ಆರೋಗ್ಯ ಮತ್ತು ಕುಟುಂಬ ಕಲ್ಯಾಣ ಅಧಿಕಾರಿಗಳ ಕಛೇರಿ, ಕೊಪ್ಪಳ, ತಾಲೂಕಾ ಆರೋಗ್ಯಾಧಿಕಾರಿಗಳ ಕಛೇರಿ ಗಂಗಾವತಿ, ನಗರ ಪ್ರಾಥಮಿಕ ಆರೋಗ್ಯ ಕೇಂದ್ರ ಇಸ್ಲಾಂಪುರ-ಗಂಗಾವತಿ ಇವರ ಸಂಯುಕ್ತಾಶ್ರಯದಲ್ಲಿ ಗಂಗಾವತಿಯ ಜಯನಗರದ ಸರ್ಕಾರಿ ಮೆಟ್ರಿಕ್ ನಂತರದ ಬಾಲಕಿಯರ ವಸತಿ ನಿಲಯದಲ್ಲಿ ಜುಲೈ 15 ರಂದು ಬಾಲ್ಯವಿವಾಹ ನಿಷೇಧ ಕುರಿತು ಜಾಗೃತಿ ಕಾರ್ಯಕ್ರಮ ಹಮ್ಮಿಕೊಳ್ಳಲಾಯಿತು. ನಗರ ಪ್ರಾಥಮಿಕ ಆರೋಗ್ಯ ಕೇಂದ್ರ ಗಂಗಾವತಿಯ ಡಾ.ವಿನೋದ ಅವರು ಮಾತನಾಡಿ, ಬಾಲ್ಯ ವಿವಾಹ ನಮ್ಮ ಸಮಾಜದ ಒಂದು ಪಿಡುಗಾಗಿದೆ. ಇದರ ಬಗ್ಗೆ ಪ್ರತಿಯೊಬ್ಬರೂ ಜಾಗೃತರಾಗಿ ಮತ್ತು ಜವಾಬ್ದಾರಿಯುತವಾಗಿ ಪಾಲ್ಗೊಳ್ಳಬೇಕು. 18 ವರ್ಷದೊಳಗಿನ ಹೆಣ್ಣುಮಕ್ಕಳಿಗೆ ಹಾಗೂ 21 ವರ್ಷದೊಳಗಿನ ಗಂಡುಮಕ್ಕಳಿಗೆ ಮದುವೆ ಮಾಡುವುದಕ್ಕೆ ಬಾಲ್ಯವಿವಾಹ ಎಂದು ಕರೆಯುತ್ತಾರೆ. ಬಾಲ್ಯವಿವಾಹಕ್ಕೆ ಕಾರಣಗಳೆಂದರೆ ಬಡತನ, ಅನಕ್ಷರತೆ, ಮೂಢನಂಬಿಕೆ, ಬಾಲ್ಯವಿವಾಹದ ದುಷ್ಪರಿಣಾಮದ ಬಗ್ಗೆ ಅರಿವು ಇಲ್ಲದೇ ಇರುವುದು, ರಕ್ತ ಸಂಬಂಧದವರನ್ನು ಉಳಿಸಿಕೊಳ್ಳುವುದು, ಕುಟುಂಬದ ಆಸ್ತಿಯನ್ನು ಉಳಿಸಿಕೊಳ್ಳುವುದು, ಪಾಲಕರು ಮದುವೆ ಮಾಡಿ ತಮ್ಮ ಜವಾಬ್ದಾರಿಯನ್ನು ಕಳೆದುಕೊಳ್ಳುವುದು, ಸಾಮಾಜಿಕ ವಿವಾಹದಲ್ಲಿ ಕಡಿಮೆ ಖರ್ಚು ಆಗುತ್ತದೆ ಎಂಬ ಭಾವನೆ, ವೃದ್ಧರು ಹಾಗೂ ಅನಾರೋಗ್ಯದ ಹಿರಿಯರ ಆಸೆ ಈಡೇರಿಸುವ ಉದ್ದೇಶದಿಂದ ಬಾಲ್ಯವಿವಾಹ ನಡೆಯುತ್ತವೆ ಎಂದು ಹೇಳಿದರು. ಬಾಲ್ಯವಿವಾಹ ಮಾಡುವುದರಿಂದ ಹೆಣ್ಣುಮಕ್ಕಳ ಆರೋಗ್ಯದ ಮೇಲೆ ದುಷ್ಪರಿಣಾಮ ಬೀರುತ್ತದೆ. ಬಾಲ್ಯವಿವಾಹ ಮಾಡುವುದರಿಂದ ಇಬ್ಬರಿಗೂ ಮಾನಸಿಕ ಹಾಗೂ ದೈಹಿಕ ಒತ್ತಡ ಉಂಟಾಗುತ್ತದೆ. ಅಪ್ರಾಪ್ತ ವಯಸ್ಸಿನಲ್ಲಿ ಗರ್ಭಿಣಿಯಾಗುವುದರಿಂದ ಗರ್ಭಕೋಶದ ಬೆಳವಣಿಗೆ ಪೂರ್ಣಗೊಳ್ಳದೆ ಹೆರಿಗೆ ಸಮಯದಲ್ಲಿ ತೊಂದರೆ ಉಂಟಾಗುವ ಸಾಧ್ಯತೆ ಇರುತ್ತದೆ. ಮತ್ತು ತಾಯಿ ಮಕ್ಕಳ ಮರಣ ಪ್ರಮಾಣ ಹೆಚ್ಚಾಗುತ್ತದೆ. ಮಕ್ಕಳು ಲೈಂಗಿಕ ದೌರ್ಜನ್ಯಕ್ಕೆ ಹಾಗೂ ಬಲಾತ್ಕಾರಕ್ಕೆ ಒಳಗಾಗುತ್ತಾರೆ. ಲೈಂಗಿಕ ಹಾಗೂ ಲೈಂಗಿಕ ಸಂಬಂಧಿ ರೋಗಗಳು, ಎಚ್.ಐ.ವಿ/ಏಡ್ಸ್ ರೋಗಕ್ಕೆ ಗುರಿಯಾಗುವ ಸಾಧ್ಯತೆ ಇರುತ್ತದೆ. ತಾಯಿ ಹಾಗೂ ಮಗುವಿಗೆ ರಕ್ತಹೀನತೆ ಉಂಟಾಗುತ್ತದೆ ಮತ್ತು ಕಡಿಮೆ ತೂಕದ ಮಗುವಿನ ಜನನವಾಗುವ ಸಾಧ್ಯತೆ ಇರುತ್ತದೆ. ಶಿಶುವಿನ ದೈಹಿಕ ಬೆಳವಣಿಗೆ ಕುಂಠಿತವಾಗುತ್ತದೆ. ಅದ್ದರಿಂದ ಎಲ್ಲಾ ವಿದ್ಯಾರ್ಥಿಗಳು ತಮ್ಮ ತಮ್ಮ ಗ್ರಾಮಗಳಲ್ಲಿ, ವಾರ್ಡ್‌ಗಳಲ್ಲಿ ಬಾಲ್ಯವಿವಾಹ ನಿಷೇಧ ಕುರಿತು, ನಿರಂತರವಾಗಿ ಪಾಲಕರಿಗೆ ಅರಿವು ಮೂಡಿಸಬೇಕು. ಬಾಲ್ಯವಿವಾಹ ನಿಷೇಧ ಕಾಯ್ದೆ-2006ರ ಪ್ರಕಾರ ಬಾಲ್ಯವಿವಾಹ ಮಾಡುವುದು ಶಿಕ್ಷಾರ್ಹ ಅಪರಾಧವಾಗಿದೆ. ಅದನ್ನು ಮಾಡುವವರಿಗೆ ಮತ್ತು ಮಾಡಿಸುವವರಿಗೆ ಎರಡು ವರ್ಷ ಜೈಲುವಾಸ ಮತ್ತು 1 ಲಕ್ಷ ರೂ. ದಂಡ ವಿಧಿಸಲಾಗುತ್ತದೆ. ಕೊಪ್ಪಳವನ್ನು ಬಾಲ್ಯ ವಿವಾಹ ಮುಕ್ತ ಜಿಲ್ಲೆಯನ್ನಾಗಿ ಮಾಡಲು ವಿದ್ಯಾರ್ಥಿಗಳು ಸಾಮೂಹಿಕವಾಗಿ ಜಾಗೃತಿ ಮೂಡಿಸಬೇಕು ಮತ್ತು ಮಕ್ಕಳ ಸಹಾಯವಾಣಿ 1098 ಸಂಖ್ಯೆಗೆ ಕರೆಮಾಡಿ ಬಾಲ್ಯ ವಿವಾಹ ನಿಯಂತ್ರಣ ಮಾಡುವಂತೆ ವಿದ್ಯಾರ್ಥಿಗಳಿಗೆ ಕರೆ ನೀಡಿದರು. ಜಿಲ್ಲಾ ಆರೋಗ್ಯ ಶಿಕ್ಷಣಾಧಿಕಾರಿ ಶಿವಾನಂದ ಪೈ.ಕೆ ಅವರು ಮಾತನಾಡಿ, ಕ್ಷಯರೋಗ ಹಾಗೂ ಕುಷ್ಠರೋಗ ನಿರ್ಮೂಲನೆಯಲ್ಲಿ ವಿದ್ಯಾರ್ಥಿಗಳ ಪಾತ್ರ ಕುರಿತು ವಿವರವಾಗಿ ಮಾತನಾಡಿದರು. ಆರೋಗ್ಯ ನಿರೀಕ್ಷಣಾಧಿಕಾರಿ ಗುರುರಾಜ ಮೆ.ಎಲ್ ಅವರು ಅಸಾಂಕ್ರಾಮಿಕ ರೋಗಗಳು, ಮಲೇರಿಯಾದಂತಹ ಸೊಳ್ಳೆಗಳಿಂದ ಹರಡುವ ಸಾಂಕ್ರಾಮಿಕ ರೋಗಗಳಾದ ಡೆಂಗ್ಯೂ, ಚಿಕನ್‌ಗುನ್ಯಾ, ಮಲೇರಿಯಾ, ಮೆದುಳುಜ್ವರ, ಆನೆಕಾಲುರೋಗ ಹರಡುವಂತಹ ತಡೆಗಟ್ಟುವ ಕ್ರಮಗಳ ಬಗ್ಗೆ ಮಾಹಿತಿ ನೀಡಿದರು. ವಸತಿ ನಿಲಯದ ವಾರ್ಡನ್ ಗೋಪಿಯವರು ಅವರು ಮಾತನಾಡಿ, ಬಾಲ್ಯ ವಿವಾಹ ತಡೆಗಟ್ಟುವುದು ಪ್ರತಿಯೊಬ್ಬ ಪ್ರಜೆಯ ಜವಾಬ್ದಾರಿ. ಇಲಾಖೆಗಳು ಜಾಗೃತಿ ಮೂಡಿಸಿದರೆ ಸಾಲದು, ಜನಪ್ರತಿನಿಧಿಗಳು, ಸಂಘ ಸಂಸ್ಥೆಗಳು, ಬಲವಾದ ಕಾನೂನುಗಳಿಂದ ಮಾತ್ರ ಬಾಲ್ಯ ವಿವಾಹ ನಿಷೇಧ ಸಾಧ್ಯ. ಆರೋಗ್ಯ ಇಲಾಖೆಯ ಜಾಗೃತಿ ಕಾರ್ಯಕ್ರಮಗಳು ಹದಿ-ಹರೆಯದವರಿಗೆ ಬಹಳಷ್ಟು ಉಪಯುಕ್ತವಾಗಿವೆ. ಇದರ ಸದುಪಯೋಗ ಪಡೆದುಕೊಳ್ಳುವಂತೆ ವಿದ್ಯಾರ್ಥಿಗಳಿಗೆ ತಿಳಿಸಿದರು. ಕಾರ್ಯಕ್ರಮದಲ್ಲಿ ಮಹಿಳಾ ಮೇಲ್ವಿಚಾರಕರು, ಪ್ರಾಥಮಿಕ ಆರೋಗ್ಯ ಸುರಕ್ಷಾಧಿಕಾರಿಗಳ ಸಹಮುಖ್ಯರು, ಮಲೇರಿಯಾ ಲಿಂಕ್ ವರ್ಕರ್ ಹನುಮೇಶ, ರವಿಕಾಂತ, ಆರೋಗ್ಯ ಸುರಕ್ಷಾ ಅಧಿಕಾರಿ, ಆರೋಗ್ಯ ಸಮುದಾಯ ಅಧಿಕಾರಿ, ವಿದ್ಯಾರ್ಥಿನಿಯರು ಹಾಗೂ ಸಿಬ್ಬಂದಿಗಳು ಭಾಗವಹಿಸಿದ್ದರು.: [19, 164, 376, 1318]
article-column-3: ಲಸಿಕೆಗಳನ್ನು ಹಾಕಿಸುವ ಮೂಲಕ ಆರೋಗ್ಯ ಕಾಪಾಡಿಕೊಳ್ಳಬೇಕು ಎಂದು ಹೇಳಿದರು. ಈ ಸಂದರ್ಭದಲ್ಲಿ ಪಟ್ಟಣ ಪಂಚಾಯ್ತಿ ಸದಸ್ಯೆ ಶಾರದಾಬಾಯಿ, ಕಿರಿಯ ಆರೋಗ್ಯ ಸಹಾಯಕಿ ಸುನಿತಾ, ಆಶಾ ಕಾರ್ಯಕರ್ತೆಯರಾದ ಜ್ಯೋತಿ, ಪದ್ಮಾ, ಉಮಾದೇವಿ, ಎ.ಎಂ. ಸಾವಿತ್ರಿ, ಅಂಗನವಾಡಿ ಕಾರ್ಯಕರ್ತೆ ಎಂ.ಜಯಶ್ರೀ, ಸಹಾಯಕಿ ರೇಣುಕಾ ಪಾಲ್ಗೊಂಡಿದ್ದರು.: [881, 1138, 1092, 1315]
article-column-2: ಲಾಯಿತು. ನಂತರ ಹುಂಡಿಯಲ್ಲಿ ಜಮೆಯಾಗಿದ್ದ ಹಣವನ್ನು ಎಣಿಕೆ ಮಾಡಿದಾಗ 13 ಹುಂಡಿಗಳಲ್ಲಿ ಕೇವಲ ನಾಲ್ಕು ತಿಂಗಳ ಅವಧಿಯಲ್ಲಿ ಒಟ್ಟು 67,86,179 ರೂಪಾಯಿಗಳು ಹಣ ಸಂಗ್ರಹ ಗೊಂಡಿದೆ ಎಂದು ದೇವಸ್ಥಾನದ ಕಾರ್ಯನಿರ್ವಾಹಕಾಧಿಕಾರಿ ಹನುಮಂತಪ್ಪ ತಿಳಿಸಿದ್ದಾರೆ. ಹಣ ಎಣಿಕೆಯ ಸಂದರ್ಭದಲ್ಲಿ ದೇವಸ್ಥಾನದ ಸಿಬ್ಬಂದಿಗಳು ಹೋಮ್ ಗಾರ್ಡ್‌ಗಳು ಸೇರಿದಂತೆ ಅನೇಕ ಭಕ್ತಾದಿಗಳು ಭಾಗವಹಿಸಿದ್ದರು. ಹುಂಡಿಯ ಹಣವನ್ನು ಸಿಸಿ ಕ್ಯಾಮರಾಗಳ ಕಣ್ಗಾವಲಿನಲ್ಲಿ ಎಣಿಕೆ ಮಾಡಲಾಯಿತು. ಈ ಸಂದರ್ಭದಲ್ಲಿ ಸೂಕ್ತ ಬಂದೋಬಸ್ತ್ ಕಲ್ಪಿಸಲಾಗಿತ್ತು.: [887, 1483, 1092, 1773]
dateline: ವಿಜಯನಗರ(ಹೊಸಪೇಟೆ):: [406, 202, 523, 218]
article-tricycle-applications: [1109, 1282, 1503, 1638]
imprint-line-2: SACHIDANAND LANE , MAIN BAZAR , HOSAPETE , BALLARI , EDITOR K. M. REKHA. EMAIL : hospettimes@gmail.com, Mob No 94484 41484.: [252, 2371, 1257, 2387]
article-children-service: [6, 1682, 389, 1883]
headline: [1110, 1646, 1501, 1747]
headline: ಕೂಡ್ಲಿಗಿ : ಅಂಗನವಾಡಿ ಕೇಂದ್ರದಲ್ಲಿ ಪೌಷ್ಟಿಕ ಆಹಾರ ಶಿಬಿರ: [466, 766, 1031, 801]
headline: [396, 1363, 1101, 1476]
article-temple-hundi: [395, 1361, 1103, 1872]
article-column-1: [406, 1480, 599, 1852]
page-number: ಪುಟ-4: [1436, 6, 1490, 30]
photo-area: [612, 1480, 875, 1852]
article-child-marriage: [6, 48, 389, 1674]
imprint-line-1: OWNER , PUBLISHER & PRINTER K. M. REKHA PUBLISHED AT HOSPET TIMES, APOORVA OFFSET PRINTERS , SACHIDANAND LANE , MAIN BAZAR , HOSAPETE , BALLARI & PRINTED AT APOORVA OFFSET PRINTERS ,: [0, 2343, 1540, 2359]
headline-line-2: ತೋಟಗಾರಿಕೆ ಚಟುವಟಿಕೆ ಕೈಗೊಳ್ಳಲು: [1157, 679, 1455, 710]
headline: [8, 50, 387, 153]
headline-line-2: ಸೌಲಭ್ಯಕ್ಕಾಗಿ ಅರ್ಜಿ ಆಹ್ವಾನ: [1206, 1325, 1405, 1352]
headline-line-1: ಗಣಿ ಬಾಧಿತ ಗ್ರಾಮಗಳಲ್ಲಿ: [1205, 639, 1407, 670]
article-body: ಹೊಸಪೇಟೆ ಟೈಮ್ಸ್ ನ್ಯೂಸ್ ವಿಜಯನಗರ(ಹೊಸಪೇಟೆ): ವಿಕಲಚೇತನರ ಹಾಗೂ ಹಿರಿಯ ನಾಗರಿಕರ ಸಬಲೀಕರಣ ಇಲಾಖೆಯಿಂದ 2024-25ನೇ ಸಾಲಿನ ಜಿಲ್ಲಾ ವಲಯ ಪ್ರತಿಷ್ಠಾನ ಯೋಜನೆಯಡಿ ಕೂಡ್ಲಿಗಿ ವಿಧಾನ ಕ್ಷೇತ್ರದ ವ್ಯಾಪ್ತಿಯ ವಿಕಲಚೇತನರಿಗೆ 95 ಯಂತ್ರಚಾಲಿತ ತ್ರಿ-ಚಕ್ರ ವಾಹನ ಸೌಲಭ್ಯ ಒದಗಿಸಲು ಅರ್ಜಿಯನ್ನು ಆಹ್ವಾನಿಸಲಾಗಿದೆ ಎಂದು ಜಿಲ್ಲಾ ಅಂಗವಿಕಲರ ಕಲ್ಯಾಣಾಧಿಕಾರಿಗಳು ತಿಳಿಸಿದ್ದಾರೆ. ಕೂಡ್ಲಿಗಿಯ ದೈಹಿಕ ಅರ್ಹ ವಿಕಲಚೇತನ ಫಲಾನುಭವಿಗಳು ಮೊಬೈಲ್‌ನಿಂದ ಯುಡಿಐಡಿ ಸ್ವಯಂ ಘೋಷಿಸಿ ಪಡೆಯಲು ಅರ್ಹರಾಗಿದ್ದಾರೆ. ಅರ್ಜಿಯನ್ನು ಸಲ್ಲಿಸಲು ಜು.18 ರಿಂದ ಜು.24 ರವರೆಗೆ ಅವಕಾಶವಿರುತ್ತದೆ. ಹೆಚ್ಚಿನ ಮಾಹಿತಿಗಾಗಿ ಸಂಬಂಧಿಸಿದ ಗ್ರಾಮ ಪಂಚಾಯಿತಿ ವಿಆರ್‌ಡಬ್ಲ್ಯೂ/ಎಂಆರ್‌ಡಬ್ಲ್ಯೂ ಅಥವಾ ಜಿಲ್ಲಾ ಅಂಗವಿಕಲ ಕಲ್ಯಾಣಾಧಿಕಾರಿಗಳ ಕಚೇರಿ, ದೂ.08394-200 ನ್ನು ಸಂಪರ್ಕಿಸಬಹುದಾಗಿದೆ. ಕಚೇರಿಯ ವೇಳೆಯಲ್ಲಿ ಅರ್ಜಿ ಸಲ್ಲಿಸುವಂತೆ ಜಿಲ್ಲಾ ಅಂಗವಿಕಲ ಕಲ್ಯಾಣಾಧಿಕಾರಿಗಳು: [1121, 1366, 1491, 1637]
headline: ಜು.28 ರಂದು ನಿಧಿ ಆಪ್ಕೆ ನಿಕಟ್ ಕಾರ್ಯಕ್ರಮ: [751, 1880, 1101, 1916]
headline-line-2: ದಿನಾಚರಣೆ ಕಾರ್ಯಕ್ರಮ: [1219, 94, 1392, 121]
headline-line-2: ಎಣಿಕೆ : 67 ಲಕ್ಷಕ್ಕೂ ಹೆಚ್ಚು ಹಣ ಸಂಗ್ರಹ: [517, 1425, 980, 1466]
photo-area: [650, 177, 1092, 494]
article-column-3: ವಿಕಲಚೇತನ ಹಾಗೂ ಹಿರಿಯ ನಾಗರೀಕರ ಸಬಲೀಕರಣ ಇಲಾಖೆಯ ಅಂಗವಿಕಲ ಕಲ್ಯಾಣ ಅಧಿಕಾರಿ ರಾಮಾಂಜನೇಯ ಮಾತನಾಡಿದರು. ಸರಸ್ವತಿ ಪ್ರಾರ್ಥಿಸಿದರು. ಸಾವಿತ್ರಿ ಸ್ವಾಗತಿಸಿದರು. ಬೆಳ್ಳಪ್ಪ ವಂದಿಸಿದರು. ಹುಲಿಗೆಮ್ಮ ನಿರೂಪಿಸಿದರು. ಮಕ್ಕಳು ಹಾಗೂ ಪಾಲಕರು ಇತರರು ಇದ್ದರು.: [877, 519, 1096, 649]
article-gescom-urban: [1109, 1644, 1503, 2011]
